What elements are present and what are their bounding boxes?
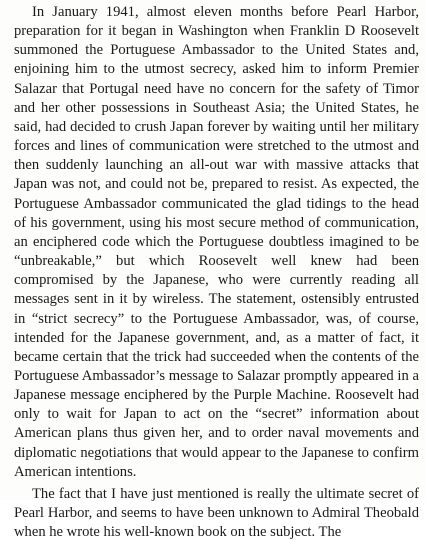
paragraph-1: In January 1941, almost eleven months before Pearl Harbor, preparation for it began in Washington when Franklin D Roosevelt summoned the Portuguese Ambassador to the United States and, enjoining him to the utmost secrecy, asked him to inform Premier Salazar that Portugal need have no concern for the safety of Timor and her other possessions in Southeast Asia; the United States, he said, had decided to crush Japan forever by waiting until her military forces and lines of communication were stretched to the utmost and then suddenly launching an all-out war with massive attacks that Japan was not, and could not be, prepared to resist. As expected, the Portuguese Ambassador communicated the glad tidings to the head of his government, using his most secure method of communication, an enciphered code which the Portuguese doubtless imagined to be “unbreakable,” but which Roosevelt well knew had been compromised by the Japanese, who were currently reading all messages sent in it by wireless. The statement, ostensibly entrusted in “strict secrecy” to the Portuguese Ambassador, was, of course, intended for the Japanese government, and, as a matter of fact, it became certain that the trick had succeeded when the contents of the Portuguese Ambassador’s message to Salazar promptly appeared in a Japanese message enciphered by the Purple Machine. Roosevelt had only to wait for Japan to act on the “secret” information about American plans thus given her, and to order naval movements and diplomatic negotiations that would appear to the Japanese to confirm American intentions.	[14, 4, 419, 480]
body-text	[14, 3, 419, 542]
paragraph-2: The fact that I have just mentioned is really the ultimate secret of Pearl Harbor, and seems to have been unknown to Admiral Theobald when he wrote his well-known book on the subject. The	[14, 485, 419, 541]
